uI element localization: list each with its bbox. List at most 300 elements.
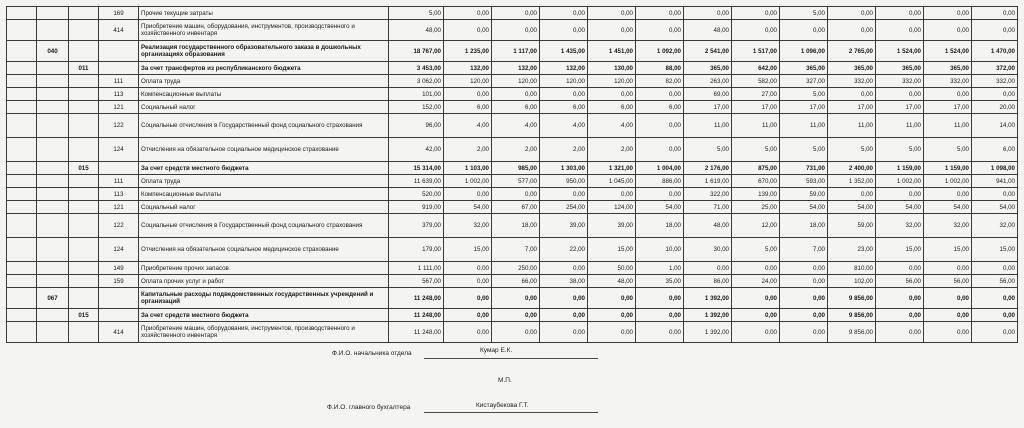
amount-cell: 0,00 <box>588 20 636 41</box>
table-row <box>7 41 1018 62</box>
amount-cell: 120,00 <box>444 75 492 88</box>
amount-cell: 56,00 <box>924 275 972 288</box>
amount-cell: 18,00 <box>636 214 684 238</box>
amount-cell: 18 767,00 <box>389 41 444 62</box>
amount-cell: 54,00 <box>444 201 492 214</box>
amount-cell: 0,00 <box>924 188 972 201</box>
budget-table <box>6 6 1018 343</box>
code-cell <box>7 62 37 75</box>
amount-cell: 1 392,00 <box>684 288 732 309</box>
amount-cell: 6,00 <box>444 101 492 114</box>
amount-cell: 0,00 <box>972 20 1018 41</box>
table-row <box>7 275 1018 288</box>
amount-cell: 17,00 <box>732 101 780 114</box>
code-cell <box>37 114 69 138</box>
amount-cell: 54,00 <box>636 201 684 214</box>
amount-cell: 56,00 <box>972 275 1018 288</box>
amount-cell: 3 453,00 <box>389 62 444 75</box>
amount-cell: 96,00 <box>389 114 444 138</box>
code-cell <box>7 309 37 322</box>
head-label: Ф.И.О. начальника отдела <box>332 350 412 357</box>
amount-cell: 4,00 <box>444 114 492 138</box>
amount-cell: 11 248,00 <box>389 322 444 343</box>
amount-cell: 54,00 <box>972 201 1018 214</box>
amount-cell: 1 435,00 <box>540 41 588 62</box>
amount-cell: 71,00 <box>684 201 732 214</box>
amount-cell: 15 314,00 <box>389 162 444 175</box>
amount-cell: 0,00 <box>444 322 492 343</box>
amount-cell: 59,00 <box>828 214 876 238</box>
code-cell <box>99 62 139 75</box>
amount-cell: 179,00 <box>389 238 444 262</box>
amount-cell: 2 765,00 <box>828 41 876 62</box>
amount-cell: 0,00 <box>492 7 540 20</box>
amount-cell: 670,00 <box>732 175 780 188</box>
amount-cell: 1 619,00 <box>684 175 732 188</box>
code-cell <box>7 114 37 138</box>
amount-cell: 39,00 <box>540 214 588 238</box>
code-cell <box>37 238 69 262</box>
table-row <box>7 262 1018 275</box>
code-cell: 113 <box>99 188 139 201</box>
code-cell: 414 <box>99 20 139 41</box>
amount-cell: 254,00 <box>540 201 588 214</box>
table-row <box>7 175 1018 188</box>
amount-cell: 11,00 <box>732 114 780 138</box>
amount-cell: 0,00 <box>972 288 1018 309</box>
amount-cell: 66,00 <box>492 275 540 288</box>
amount-cell: 2,00 <box>540 138 588 162</box>
amount-cell: 32,00 <box>876 214 924 238</box>
amount-cell: 332,00 <box>828 75 876 88</box>
code-cell <box>69 262 99 275</box>
amount-cell: 120,00 <box>540 75 588 88</box>
amount-cell: 379,00 <box>389 214 444 238</box>
amount-cell: 0,00 <box>924 262 972 275</box>
code-cell: 121 <box>99 201 139 214</box>
amount-cell: 0,00 <box>540 322 588 343</box>
amount-cell: 4,00 <box>492 114 540 138</box>
code-cell <box>7 75 37 88</box>
code-cell <box>69 214 99 238</box>
amount-cell: 0,00 <box>828 7 876 20</box>
code-cell: 011 <box>69 62 99 75</box>
amount-cell: 0,00 <box>444 20 492 41</box>
amount-cell: 0,00 <box>444 288 492 309</box>
code-cell <box>37 188 69 201</box>
name-cell: Социальный налог <box>139 201 389 214</box>
amount-cell: 2 176,00 <box>684 162 732 175</box>
code-cell <box>69 175 99 188</box>
amount-cell: 0,00 <box>732 7 780 20</box>
amount-cell: 86,00 <box>684 275 732 288</box>
amount-cell: 15,00 <box>924 238 972 262</box>
amount-cell: 0,00 <box>492 309 540 322</box>
amount-cell: 0,00 <box>540 262 588 275</box>
amount-cell: 0,00 <box>636 309 684 322</box>
amount-cell: 365,00 <box>684 62 732 75</box>
code-cell: 124 <box>99 238 139 262</box>
amount-cell: 120,00 <box>588 75 636 88</box>
amount-cell: 35,00 <box>636 275 684 288</box>
table-row <box>7 114 1018 138</box>
amount-cell: 0,00 <box>444 262 492 275</box>
code-cell: 159 <box>99 275 139 288</box>
head-signature-line <box>424 358 598 359</box>
amount-cell: 0,00 <box>492 88 540 101</box>
amount-cell: 48,00 <box>588 275 636 288</box>
amount-cell: 0,00 <box>876 20 924 41</box>
amount-cell: 0,00 <box>924 20 972 41</box>
code-cell: 149 <box>99 262 139 275</box>
table-row <box>7 88 1018 101</box>
name-cell: Прочие текущие затраты <box>139 7 389 20</box>
table-row <box>7 101 1018 114</box>
name-cell: Приобретение машин, оборудования, инструментов, производственного и хозяйственного инвентаря <box>139 20 389 41</box>
amount-cell: 0,00 <box>588 322 636 343</box>
amount-cell: 0,00 <box>444 188 492 201</box>
amount-cell: 0,00 <box>876 7 924 20</box>
amount-cell: 15,00 <box>588 238 636 262</box>
amount-cell: 950,00 <box>540 175 588 188</box>
amount-cell: 322,00 <box>684 188 732 201</box>
code-cell <box>37 309 69 322</box>
amount-cell: 810,00 <box>828 262 876 275</box>
amount-cell: 39,00 <box>588 214 636 238</box>
amount-cell: 18,00 <box>492 214 540 238</box>
accountant-signature-line <box>424 412 598 413</box>
amount-cell: 14,00 <box>972 114 1018 138</box>
amount-cell: 23,00 <box>828 238 876 262</box>
amount-cell: 642,00 <box>732 62 780 75</box>
amount-cell: 6,00 <box>588 101 636 114</box>
amount-cell: 15,00 <box>444 238 492 262</box>
amount-cell: 0,00 <box>876 309 924 322</box>
code-cell: 015 <box>69 162 99 175</box>
amount-cell: 0,00 <box>540 288 588 309</box>
amount-cell: 42,00 <box>389 138 444 162</box>
amount-cell: 2,00 <box>588 138 636 162</box>
amount-cell: 67,00 <box>492 201 540 214</box>
code-cell: 414 <box>99 322 139 343</box>
amount-cell: 0,00 <box>492 20 540 41</box>
amount-cell: 20,00 <box>972 101 1018 114</box>
name-cell: Социальные отчисления в Государственный фонд социального страхования <box>139 214 389 238</box>
amount-cell: 0,00 <box>540 309 588 322</box>
amount-cell: 1 098,00 <box>972 162 1018 175</box>
name-cell: Отчисления на обязательное социальное медицинское страхование <box>139 238 389 262</box>
amount-cell: 132,00 <box>540 62 588 75</box>
table-row <box>7 62 1018 75</box>
table-row <box>7 7 1018 20</box>
amount-cell: 11,00 <box>684 114 732 138</box>
amount-cell: 1 321,00 <box>588 162 636 175</box>
amount-cell: 985,00 <box>492 162 540 175</box>
code-cell <box>69 188 99 201</box>
amount-cell: 1 159,00 <box>924 162 972 175</box>
amount-cell: 3 062,00 <box>389 75 444 88</box>
amount-cell: 1 117,00 <box>492 41 540 62</box>
amount-cell: 7,00 <box>780 238 828 262</box>
amount-cell: 32,00 <box>444 214 492 238</box>
stamp-label: М.П. <box>498 377 512 384</box>
amount-cell: 18,00 <box>780 214 828 238</box>
amount-cell: 0,00 <box>972 262 1018 275</box>
code-cell <box>7 138 37 162</box>
amount-cell: 54,00 <box>780 201 828 214</box>
code-cell: 121 <box>99 101 139 114</box>
amount-cell: 0,00 <box>588 309 636 322</box>
code-cell: 111 <box>99 175 139 188</box>
amount-cell: 0,00 <box>684 262 732 275</box>
amount-cell: 124,00 <box>588 201 636 214</box>
amount-cell: 11 248,00 <box>389 309 444 322</box>
amount-cell: 1 092,00 <box>636 41 684 62</box>
amount-cell: 5,00 <box>876 138 924 162</box>
table-row <box>7 214 1018 238</box>
table-row <box>7 201 1018 214</box>
amount-cell: 0,00 <box>828 188 876 201</box>
amount-cell: 941,00 <box>972 175 1018 188</box>
code-cell: 015 <box>69 309 99 322</box>
code-cell <box>37 175 69 188</box>
amount-cell: 11,00 <box>876 114 924 138</box>
amount-cell: 59,00 <box>780 188 828 201</box>
amount-cell: 0,00 <box>684 7 732 20</box>
amount-cell: 332,00 <box>972 75 1018 88</box>
code-cell <box>37 162 69 175</box>
code-cell <box>69 88 99 101</box>
amount-cell: 0,00 <box>924 88 972 101</box>
code-cell <box>37 214 69 238</box>
code-cell <box>7 7 37 20</box>
amount-cell: 0,00 <box>636 188 684 201</box>
table-row <box>7 238 1018 262</box>
code-cell <box>7 238 37 262</box>
code-cell <box>7 288 37 309</box>
amount-cell: 0,00 <box>972 7 1018 20</box>
name-cell: Оплата труда <box>139 175 389 188</box>
amount-cell: 17,00 <box>684 101 732 114</box>
amount-cell: 4,00 <box>540 114 588 138</box>
amount-cell: 1 159,00 <box>876 162 924 175</box>
code-cell <box>69 201 99 214</box>
amount-cell: 1,00 <box>636 262 684 275</box>
amount-cell: 101,00 <box>389 88 444 101</box>
code-cell <box>99 41 139 62</box>
amount-cell: 27,00 <box>732 88 780 101</box>
amount-cell: 0,00 <box>540 188 588 201</box>
code-cell <box>69 101 99 114</box>
amount-cell: 15,00 <box>876 238 924 262</box>
amount-cell: 17,00 <box>828 101 876 114</box>
amount-cell: 0,00 <box>444 309 492 322</box>
amount-cell: 582,00 <box>732 75 780 88</box>
amount-cell: 0,00 <box>444 88 492 101</box>
amount-cell: 48,00 <box>684 214 732 238</box>
code-cell <box>37 7 69 20</box>
amount-cell: 0,00 <box>540 88 588 101</box>
amount-cell: 567,00 <box>389 275 444 288</box>
name-cell: За счет трансфертов из республиканского бюджета <box>139 62 389 75</box>
code-cell <box>7 214 37 238</box>
code-cell <box>7 201 37 214</box>
amount-cell: 48,00 <box>684 20 732 41</box>
amount-cell: 0,00 <box>876 188 924 201</box>
amount-cell: 0,00 <box>636 20 684 41</box>
amount-cell: 38,00 <box>540 275 588 288</box>
amount-cell: 0,00 <box>972 309 1018 322</box>
amount-cell: 9 856,00 <box>828 288 876 309</box>
amount-cell: 0,00 <box>972 322 1018 343</box>
budget-table-body <box>7 7 1018 343</box>
amount-cell: 11,00 <box>924 114 972 138</box>
name-cell: Оплата труда <box>139 75 389 88</box>
amount-cell: 332,00 <box>924 75 972 88</box>
amount-cell: 0,00 <box>732 20 780 41</box>
name-cell: Отчисления на обязательное социальное медицинское страхование <box>139 138 389 162</box>
amount-cell: 0,00 <box>540 20 588 41</box>
amount-cell: 0,00 <box>924 322 972 343</box>
amount-cell: 56,00 <box>876 275 924 288</box>
amount-cell: 0,00 <box>972 188 1018 201</box>
amount-cell: 0,00 <box>780 262 828 275</box>
amount-cell: 0,00 <box>636 7 684 20</box>
name-cell: Оплата прочих услуг и работ <box>139 275 389 288</box>
amount-cell: 332,00 <box>876 75 924 88</box>
amount-cell: 69,00 <box>684 88 732 101</box>
name-cell: Компенсационные выплаты <box>139 88 389 101</box>
code-cell <box>37 75 69 88</box>
amount-cell: 0,00 <box>492 188 540 201</box>
amount-cell: 6,00 <box>636 101 684 114</box>
amount-cell: 0,00 <box>828 20 876 41</box>
amount-cell: 0,00 <box>636 288 684 309</box>
amount-cell: 50,00 <box>588 262 636 275</box>
amount-cell: 0,00 <box>588 188 636 201</box>
amount-cell: 1 352,00 <box>828 175 876 188</box>
amount-cell: 1 002,00 <box>924 175 972 188</box>
amount-cell: 520,00 <box>389 188 444 201</box>
amount-cell: 0,00 <box>732 322 780 343</box>
amount-cell: 0,00 <box>492 288 540 309</box>
table-row <box>7 309 1018 322</box>
amount-cell: 0,00 <box>972 88 1018 101</box>
code-cell: 124 <box>99 138 139 162</box>
amount-cell: 102,00 <box>828 275 876 288</box>
amount-cell: 0,00 <box>924 309 972 322</box>
amount-cell: 1 045,00 <box>588 175 636 188</box>
name-cell: Капитальные расходы подведомственных государственных учреждений и организаций <box>139 288 389 309</box>
amount-cell: 10,00 <box>636 238 684 262</box>
amount-cell: 152,00 <box>389 101 444 114</box>
amount-cell: 0,00 <box>732 262 780 275</box>
amount-cell: 365,00 <box>924 62 972 75</box>
name-cell: Социальные отчисления в Государственный фонд социального страхования <box>139 114 389 138</box>
amount-cell: 0,00 <box>732 288 780 309</box>
amount-cell: 22,00 <box>540 238 588 262</box>
name-cell: За счет средств местного бюджета <box>139 162 389 175</box>
amount-cell: 32,00 <box>972 214 1018 238</box>
amount-cell: 0,00 <box>780 275 828 288</box>
amount-cell: 1 524,00 <box>924 41 972 62</box>
budget-sheet <box>6 6 1018 343</box>
code-cell <box>37 101 69 114</box>
amount-cell: 25,00 <box>732 201 780 214</box>
amount-cell: 11,00 <box>780 114 828 138</box>
code-cell <box>69 275 99 288</box>
amount-cell: 875,00 <box>732 162 780 175</box>
amount-cell: 32,00 <box>924 214 972 238</box>
amount-cell: 24,00 <box>732 275 780 288</box>
accountant-name: Кистаубекова Г.Т. <box>476 402 529 409</box>
amount-cell: 6,00 <box>492 101 540 114</box>
amount-cell: 1 451,00 <box>588 41 636 62</box>
code-cell <box>37 322 69 343</box>
amount-cell: 6,00 <box>540 101 588 114</box>
amount-cell: 9 856,00 <box>828 322 876 343</box>
code-cell <box>99 162 139 175</box>
code-cell <box>7 88 37 101</box>
amount-cell: 0,00 <box>876 88 924 101</box>
code-cell: 122 <box>99 114 139 138</box>
amount-cell: 54,00 <box>828 201 876 214</box>
amount-cell: 250,00 <box>492 262 540 275</box>
amount-cell: 2 400,00 <box>828 162 876 175</box>
amount-cell: 263,00 <box>684 75 732 88</box>
name-cell: Приобретение прочих запасов <box>139 262 389 275</box>
code-cell <box>69 238 99 262</box>
amount-cell: 593,00 <box>780 175 828 188</box>
amount-cell: 130,00 <box>588 62 636 75</box>
amount-cell: 1 103,00 <box>444 162 492 175</box>
code-cell <box>37 88 69 101</box>
name-cell: Приобретение машин, оборудования, инструментов, производственного и хозяйственного инвентаря <box>139 322 389 343</box>
amount-cell: 0,00 <box>588 288 636 309</box>
amount-cell: 1 524,00 <box>876 41 924 62</box>
amount-cell: 132,00 <box>444 62 492 75</box>
amount-cell: 5,00 <box>924 138 972 162</box>
amount-cell: 0,00 <box>780 322 828 343</box>
amount-cell: 0,00 <box>444 7 492 20</box>
amount-cell: 2,00 <box>492 138 540 162</box>
code-cell: 122 <box>99 214 139 238</box>
code-cell: 040 <box>37 41 69 62</box>
amount-cell: 0,00 <box>780 288 828 309</box>
name-cell: За счет средств местного бюджета <box>139 309 389 322</box>
accountant-label: Ф.И.О. главного бухгалтера <box>327 404 411 411</box>
code-cell <box>37 201 69 214</box>
amount-cell: 30,00 <box>684 238 732 262</box>
code-cell: 111 <box>99 75 139 88</box>
code-cell <box>7 322 37 343</box>
code-cell <box>7 262 37 275</box>
amount-cell: 2 541,00 <box>684 41 732 62</box>
amount-cell: 0,00 <box>636 114 684 138</box>
amount-cell: 139,00 <box>732 188 780 201</box>
code-cell: 169 <box>99 7 139 20</box>
amount-cell: 5,00 <box>684 138 732 162</box>
amount-cell: 0,00 <box>492 322 540 343</box>
code-cell <box>7 175 37 188</box>
amount-cell: 0,00 <box>636 138 684 162</box>
amount-cell: 12,00 <box>732 214 780 238</box>
code-cell <box>37 138 69 162</box>
code-cell <box>37 20 69 41</box>
name-cell: Компенсационные выплаты <box>139 188 389 201</box>
amount-cell: 82,00 <box>636 75 684 88</box>
amount-cell: 0,00 <box>636 322 684 343</box>
